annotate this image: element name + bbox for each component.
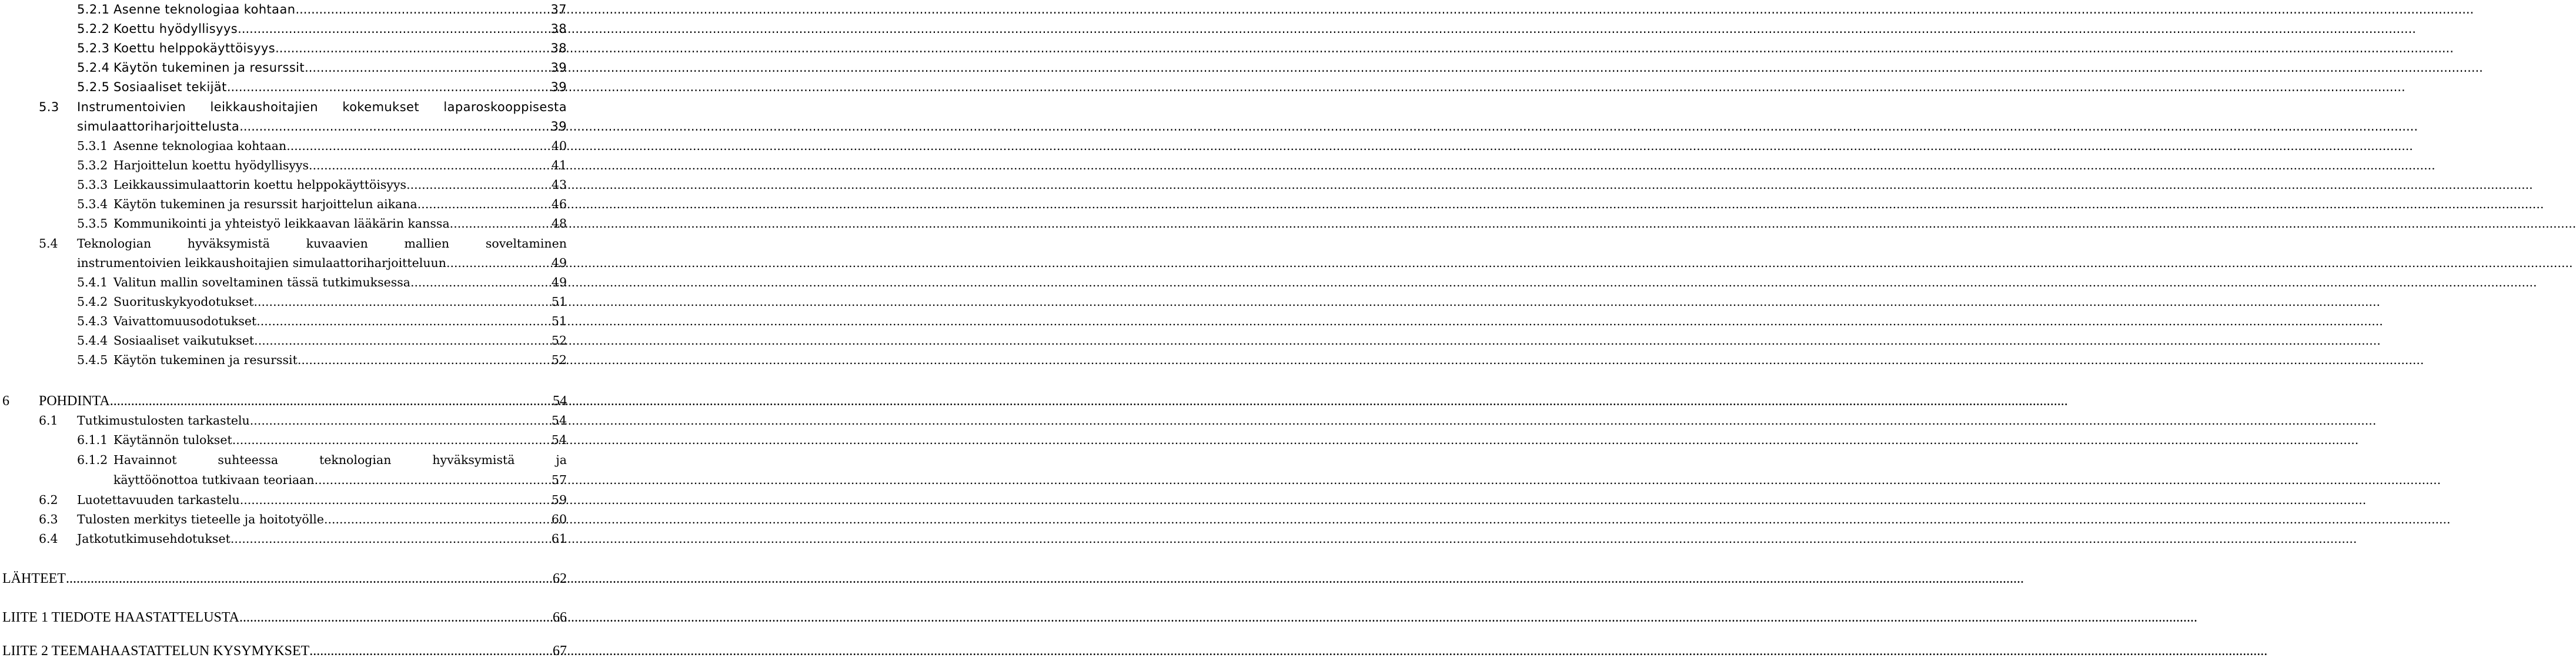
toc-entry-title-continued: käyttöönottoa tutkivaan teoriaan bbox=[113, 473, 315, 487]
toc-entry-number: 5.4.3 bbox=[77, 314, 108, 328]
toc-entry-page: 49 bbox=[551, 256, 567, 270]
toc-entry-page: 40 bbox=[551, 139, 567, 153]
toc-title-word: Havainnot bbox=[113, 453, 177, 467]
toc-title-word: Instrumentoivien bbox=[77, 100, 186, 114]
toc-entry-page: 54 bbox=[551, 413, 567, 428]
toc-entry[interactable] bbox=[77, 136, 567, 156]
toc-entry-number: 5.4.1 bbox=[77, 275, 108, 289]
toc-entry-number: 5.2.3 bbox=[77, 41, 110, 55]
toc-entry-number: 6.2 bbox=[39, 493, 58, 507]
toc-entry-title: Kommunikointi ja yhteistyö leikkaavan lääkärin kanssa bbox=[113, 216, 450, 231]
toc-entry-title-continued: instrumentoivien leikkaushoitajien simulaattoriharjoitteluun bbox=[77, 256, 446, 270]
toc-entry-number: 6.4 bbox=[39, 532, 58, 546]
toc-entry-title: Käytön tukeminen ja resurssit bbox=[113, 353, 298, 367]
toc-entry-page: 49 bbox=[551, 275, 567, 289]
dot-leader bbox=[240, 490, 552, 510]
toc-title-word: kokemukset bbox=[342, 100, 419, 114]
toc-entry-number: 5.4 bbox=[39, 236, 58, 251]
toc-entry-page: 48 bbox=[551, 216, 567, 231]
toc-entry-page: 38 bbox=[550, 41, 567, 55]
toc-entry-page: 39 bbox=[550, 119, 567, 133]
dot-leader bbox=[315, 470, 552, 490]
dot-leader bbox=[253, 292, 551, 312]
toc-entry-number: 5.4.5 bbox=[77, 353, 108, 367]
toc-title-word: Teknologian bbox=[77, 236, 152, 251]
toc-entry[interactable] bbox=[2, 642, 567, 661]
toc-entry-title: Suorituskykyodotukset bbox=[113, 295, 254, 309]
toc-entry[interactable] bbox=[77, 39, 567, 58]
toc-entry[interactable] bbox=[77, 195, 567, 214]
toc-entry-number: 6 bbox=[2, 393, 9, 409]
toc-entry-title: Jatkotutkimusehdotukset bbox=[77, 532, 230, 546]
dot-leader bbox=[446, 253, 552, 273]
toc-title-word: soveltaminen bbox=[485, 236, 567, 251]
toc-title-word: mallien bbox=[404, 236, 450, 251]
dot-leader bbox=[324, 510, 552, 529]
dot-leader bbox=[309, 642, 553, 661]
dot-leader bbox=[305, 58, 550, 78]
toc-entry[interactable] bbox=[77, 156, 567, 175]
toc-entry-number: 5.3.5 bbox=[77, 216, 108, 231]
toc-entry-title: Koettu helppokäyttöisyys bbox=[113, 41, 276, 55]
dot-leader bbox=[230, 529, 552, 549]
toc-entry[interactable] bbox=[77, 331, 567, 350]
toc-entry-title: Tutkimustulosten tarkastelu bbox=[77, 413, 250, 428]
dot-leader bbox=[239, 117, 550, 136]
toc-entry[interactable] bbox=[77, 78, 567, 97]
toc-entry[interactable] bbox=[2, 569, 567, 589]
toc-entry-title: LIITE 2 TEEMAHAASTATTELUN KYSYMYKSET bbox=[2, 643, 310, 659]
toc-entry[interactable] bbox=[39, 411, 567, 430]
toc-entry-title bbox=[77, 234, 567, 253]
toc-entry[interactable] bbox=[77, 214, 567, 233]
toc-title-word: suhteessa bbox=[218, 453, 279, 467]
toc-entry-page: 51 bbox=[551, 314, 567, 328]
dot-leader bbox=[66, 569, 553, 589]
toc-entry-title: LIITE 1 TIEDOTE HAASTATTELUSTA bbox=[2, 610, 239, 625]
toc-entry-page: 61 bbox=[551, 532, 567, 546]
toc-entry-page: 38 bbox=[550, 22, 567, 36]
toc-title-word: leikkaushoitajien bbox=[210, 100, 318, 114]
toc-entry-title: Käytön tukeminen ja resurssit bbox=[113, 61, 305, 75]
dot-leader bbox=[286, 136, 552, 156]
toc-entry[interactable] bbox=[39, 490, 567, 510]
toc-entry-number: 5.2.5 bbox=[77, 80, 110, 94]
toc-title-word: hyväksymistä bbox=[187, 236, 270, 251]
toc-entry-title: Harjoittelun koettu hyödyllisyys bbox=[113, 158, 309, 172]
toc-title-word: ja bbox=[556, 453, 567, 467]
toc-entry-number: 5.3.3 bbox=[77, 178, 108, 192]
toc-entry[interactable] bbox=[2, 608, 567, 627]
toc-entry-title bbox=[113, 450, 567, 470]
table-of-contents bbox=[0, 0, 567, 661]
toc-entry[interactable] bbox=[39, 98, 567, 117]
dot-leader bbox=[227, 78, 551, 97]
toc-entry-number: 5.3.4 bbox=[77, 197, 108, 211]
dot-leader bbox=[417, 195, 552, 214]
toc-entry-number: 6.1.2 bbox=[77, 453, 108, 467]
toc-entry-number: 5.3.1 bbox=[77, 139, 108, 153]
dot-leader bbox=[254, 331, 552, 350]
toc-entry[interactable] bbox=[77, 58, 567, 78]
dot-leader bbox=[250, 411, 552, 430]
toc-entry[interactable] bbox=[77, 350, 567, 370]
toc-title-word: hyväksymistä bbox=[432, 453, 515, 467]
dot-leader bbox=[239, 608, 553, 627]
toc-title-word: kuvaavien bbox=[306, 236, 368, 251]
toc-entry-page: 51 bbox=[551, 295, 567, 309]
toc-entry-page: 60 bbox=[551, 512, 567, 526]
toc-entry-title: Koettu hyödyllisyys bbox=[113, 22, 238, 36]
toc-entry[interactable] bbox=[77, 312, 567, 331]
toc-entry-page: 54 bbox=[551, 433, 567, 447]
toc-entry-number: 5.4.4 bbox=[77, 333, 108, 348]
toc-entry-title: Sosiaaliset tekijät bbox=[113, 80, 227, 94]
dot-leader bbox=[256, 312, 552, 331]
toc-entry-title: POHDINTA bbox=[39, 393, 110, 409]
toc-entry-title-continued: simulaattoriharjoittelusta bbox=[77, 119, 240, 133]
toc-entry-number: 5.2.1 bbox=[77, 2, 110, 16]
toc-entry-title: Käytännön tulokset bbox=[113, 433, 232, 447]
dot-leader bbox=[309, 156, 552, 175]
toc-entry-continuation[interactable] bbox=[113, 470, 567, 490]
toc-entry-page: 59 bbox=[551, 493, 567, 507]
toc-entry[interactable] bbox=[77, 19, 567, 39]
dot-leader bbox=[410, 273, 552, 292]
toc-entry-page: 52 bbox=[551, 353, 567, 367]
toc-entry-title: Valitun mallin soveltaminen tässä tutkimuksessa bbox=[113, 275, 410, 289]
toc-entry-number: 6.1.1 bbox=[77, 433, 108, 447]
dot-leader bbox=[295, 0, 550, 19]
toc-entry-page: 66 bbox=[553, 610, 567, 625]
toc-entry-number: 5.3 bbox=[39, 100, 59, 114]
toc-title-word: teknologian bbox=[319, 453, 392, 467]
toc-entry[interactable] bbox=[77, 292, 567, 312]
dot-leader bbox=[275, 39, 550, 58]
toc-entry[interactable] bbox=[77, 450, 567, 470]
toc-entry-title: Tulosten merkitys tieteelle ja hoitotyölle bbox=[77, 512, 324, 526]
toc-entry-title: Luotettavuuden tarkastelu bbox=[77, 493, 240, 507]
dot-leader bbox=[238, 19, 550, 39]
toc-entry-page: 41 bbox=[551, 158, 567, 172]
toc-entry-title: Sosiaaliset vaikutukset bbox=[113, 333, 255, 348]
toc-entry[interactable] bbox=[77, 430, 567, 450]
toc-entry-continuation[interactable] bbox=[77, 117, 567, 136]
toc-title-word: laparoskooppisesta bbox=[443, 100, 567, 114]
toc-entry-number: 6.1 bbox=[39, 413, 58, 428]
toc-entry-number: 5.3.2 bbox=[77, 158, 108, 172]
toc-entry-title: Asenne teknologiaa kohtaan bbox=[113, 2, 296, 16]
toc-entry-page: 52 bbox=[551, 333, 567, 348]
dot-leader bbox=[450, 214, 552, 233]
toc-entry-page: 46 bbox=[551, 197, 567, 211]
toc-entry-page: 37 bbox=[550, 2, 567, 16]
toc-entry[interactable] bbox=[2, 392, 567, 411]
toc-entry-title: Asenne teknologiaa kohtaan bbox=[113, 139, 287, 153]
toc-entry-title bbox=[77, 98, 567, 117]
dot-leader bbox=[110, 392, 553, 411]
toc-entry-page: 43 bbox=[551, 178, 567, 192]
toc-entry[interactable] bbox=[77, 0, 567, 19]
toc-entry-number: 5.2.2 bbox=[77, 22, 110, 36]
toc-entry-page: 54 bbox=[553, 393, 567, 409]
toc-entry-title: Leikkaussimulaattorin koettu helppokäyttöisyys bbox=[113, 178, 407, 192]
toc-entry-number: 6.3 bbox=[39, 512, 58, 526]
toc-entry[interactable] bbox=[77, 273, 567, 292]
toc-entry-page: 57 bbox=[551, 473, 567, 487]
toc-entry-title: Käytön tukeminen ja resurssit harjoittelun aikana bbox=[113, 197, 417, 211]
toc-entry-title: LÄHTEET bbox=[2, 571, 66, 586]
toc-entry[interactable] bbox=[77, 175, 567, 195]
toc-entry-page: 62 bbox=[553, 571, 567, 586]
dot-leader bbox=[232, 430, 552, 450]
toc-entry-page: 39 bbox=[550, 80, 567, 94]
toc-entry-page: 39 bbox=[550, 61, 567, 75]
toc-entry-number: 5.2.4 bbox=[77, 61, 110, 75]
toc-entry[interactable] bbox=[39, 510, 567, 529]
toc-entry-page: 67 bbox=[553, 643, 567, 659]
toc-entry-title: Vaivattomuusodotukset bbox=[113, 314, 257, 328]
toc-entry-number: 5.4.2 bbox=[77, 295, 108, 309]
toc-entry-continuation[interactable] bbox=[77, 253, 567, 273]
toc-entry[interactable] bbox=[39, 529, 567, 549]
dot-leader bbox=[406, 175, 552, 195]
dot-leader bbox=[298, 350, 552, 370]
toc-entry[interactable] bbox=[39, 234, 567, 253]
